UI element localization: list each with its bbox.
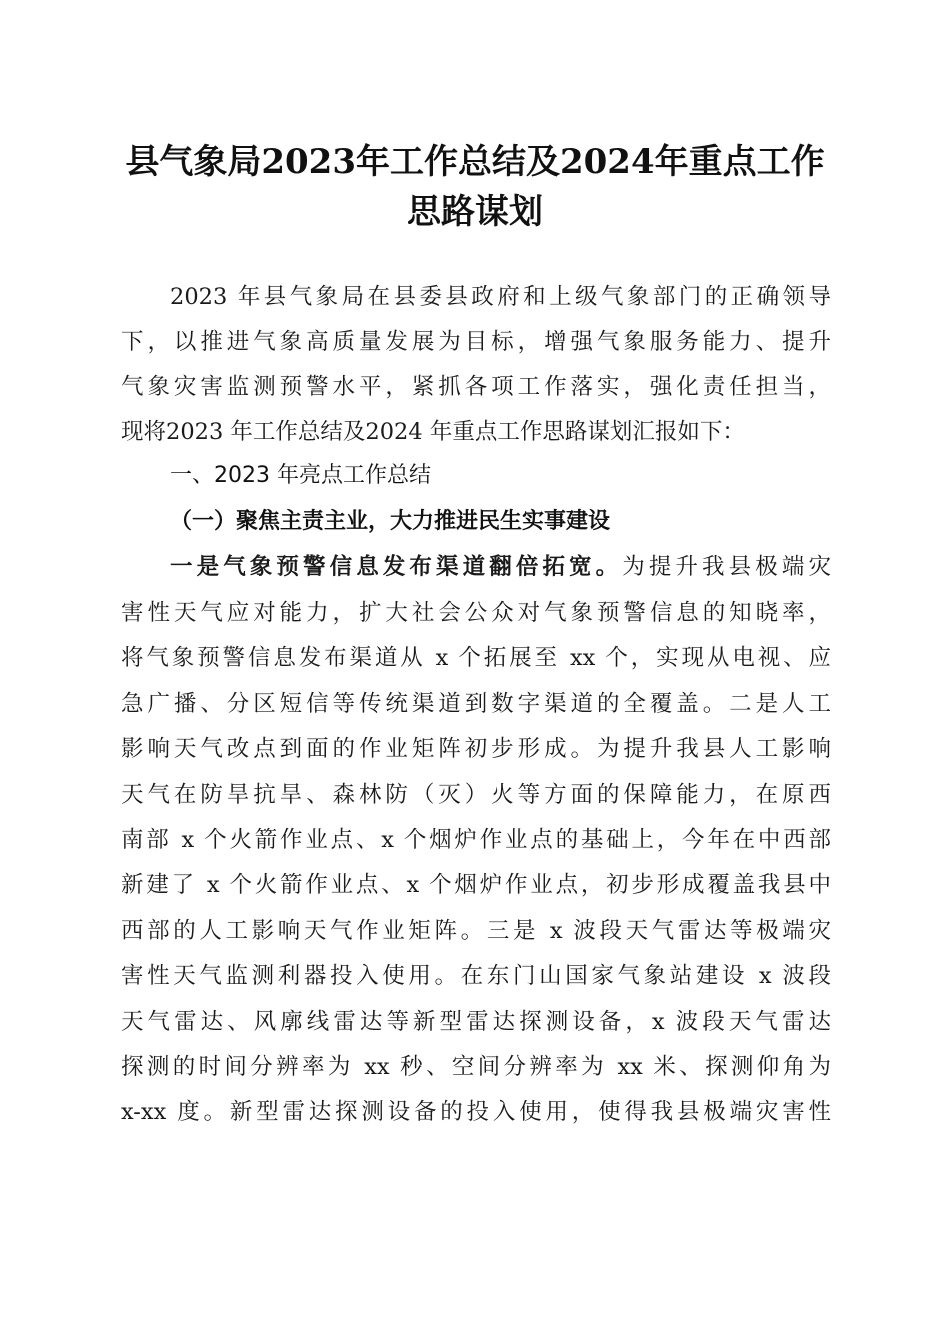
document-title-line1: 县气象局2023年工作总结及2024年重点工作 (125, 142, 825, 182)
intro-line: 2023 年县气象局在县委县政府和上级气象部门的正确领导 (170, 284, 831, 310)
intro-line: 下，以推进气象高质量发展为目标，增强气象服务能力、提升 (121, 329, 831, 355)
body-lead-rest: 为提升我县极端灾 (622, 554, 831, 580)
body-line: 天气雷达、风廓线雷达等新型雷达探测设备，x 波段天气雷达 (121, 1009, 831, 1035)
body-lead-phrase: 一是气象预警信息发布渠道翻倍拓宽。 (170, 554, 623, 580)
body-line: 新建了 x 个火箭作业点、x 个烟炉作业点，初步形成覆盖我县中 (121, 872, 831, 898)
intro-line: 现将2023 年工作总结及2024 年重点工作思路谋划汇报如下： (121, 419, 745, 445)
body-line: 将气象预警信息发布渠道从 x 个拓展至 xx 个，实现从电视、应 (121, 645, 831, 671)
body-line: 探测的时间分辨率为 xx 秒、空间分辨率为 xx 米、探测仰角为 (121, 1054, 831, 1080)
body-line: 急广播、分区短信等传统渠道到数字渠道的全覆盖。二是人工 (121, 691, 831, 717)
document-title-line2: 思路谋划 (407, 192, 543, 232)
body-line: 害性天气监测利器投入使用。在东门山国家气象站建设 x 波段 (121, 963, 831, 989)
body-line: 南部 x 个火箭作业点、x 个烟炉作业点的基础上，今年在中西部 (121, 827, 831, 853)
intro-line: 气象灾害监测预警水平，紧抓各项工作落实，强化责任担当， (121, 374, 831, 400)
body-line: 影响天气改点到面的作业矩阵初步形成。为提升我县人工影响 (121, 736, 831, 762)
body-line-first (170, 552, 831, 582)
section-heading: 一、2023 年亮点工作总结 (170, 463, 431, 488)
subsection-heading: （一）聚焦主责主业，大力推进民生实事建设 (170, 508, 611, 534)
body-line: x-xx 度。新型雷达探测设备的投入使用，使得我县极端灾害性 (121, 1099, 831, 1125)
body-line: 西部的人工影响天气作业矩阵。三是 x 波段天气雷达等极端灾 (121, 918, 831, 944)
body-line: 天气在防旱抗旱、森林防（灭）火等方面的保障能力，在原西 (121, 782, 831, 808)
body-line: 害性天气应对能力，扩大社会公众对气象预警信息的知晓率， (121, 600, 831, 626)
